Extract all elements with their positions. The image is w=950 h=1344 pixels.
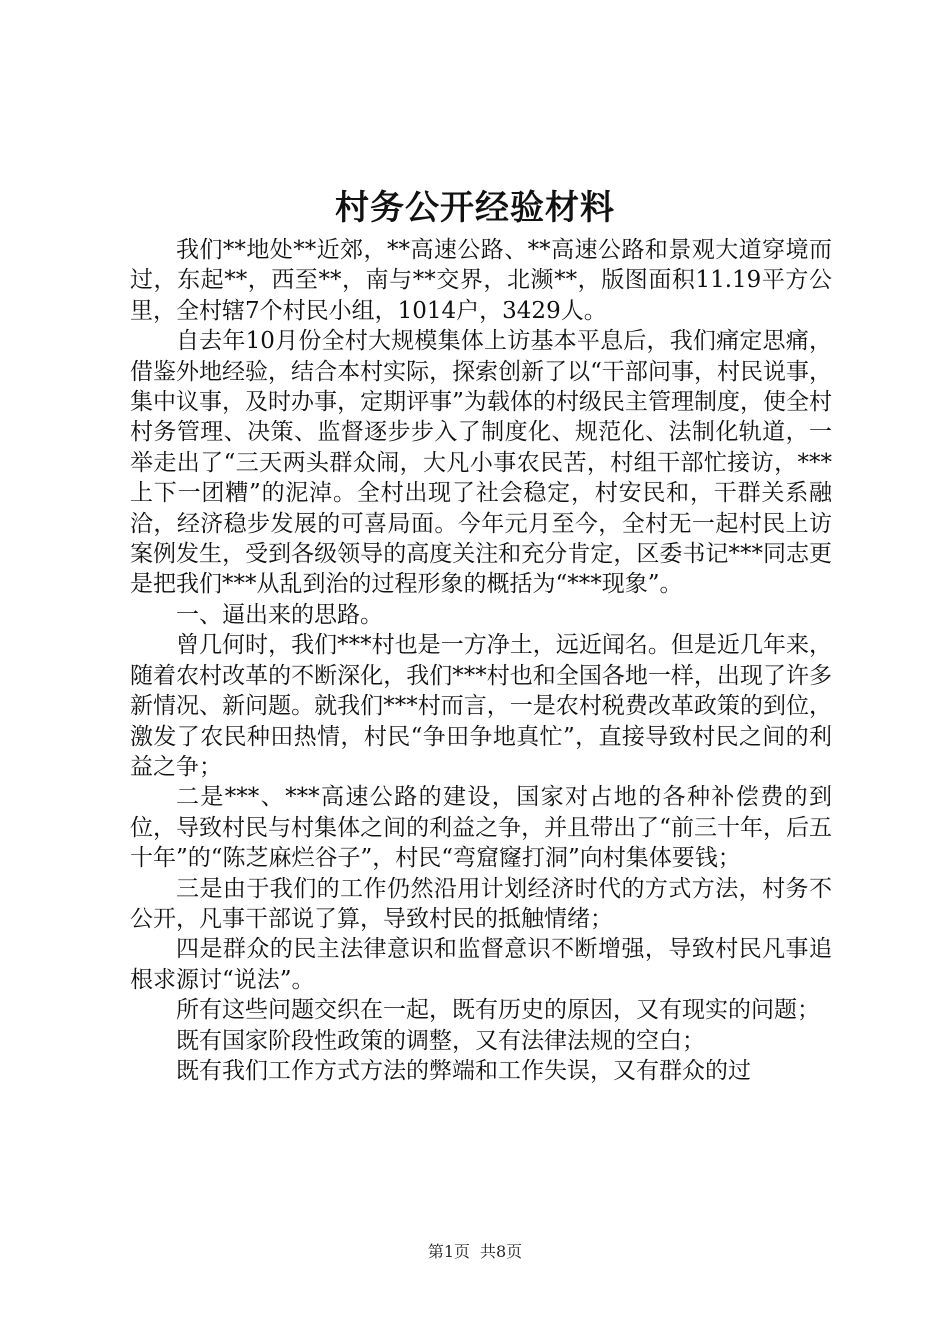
paragraph: 既有国家阶段性政策的调整，又有法律法规的空白； bbox=[176, 1027, 705, 1054]
page-total: 共8页 bbox=[480, 1242, 523, 1261]
document-body bbox=[130, 235, 832, 1086]
paragraph: 二是***、***高速公路的建设，国家对占地的各种补偿费的到位，导致村民与村集体之间的利益之争，并且带出了“前三十年，后五十年”的“陈芝麻烂谷子”，村民“弯窟窿打洞”向村集体要钱； bbox=[130, 784, 832, 872]
paragraph: 曾几何时，我们***村也是一方净土，远近闻名。但是近几年来，随着农村改革的不断深化，我们***村也和全国各地一样，出现了许多新情况、新问题。就我们***村而言，一是农村税费改革政策的到位，激发了农民种田热情，村民“争田争地真忙”，直接导致村民之间的利益之争； bbox=[130, 632, 832, 780]
page-number: 第1页 bbox=[427, 1242, 470, 1261]
paragraph: 四是群众的民主法律意识和监督意识不断增强，导致村民凡事追根求源讨“说法”。 bbox=[130, 936, 832, 993]
page-footer bbox=[0, 1240, 950, 1264]
paragraph: 既有我们工作方式方法的弊端和工作失误，又有群众的过 bbox=[176, 1057, 751, 1084]
paragraph: 我们**地处**近郊，**高速公路、**高速公路和景观大道穿境而过，东起**，西至**，南与**交界，北濒**，版图面积11.19平方公里，全村辖7个村民小组，1014户，3429人。 bbox=[130, 237, 832, 324]
paragraph: 自去年10月份全村大规模集体上访基本平息后，我们痛定思痛，借鉴外地经验，结合本村实际，探索创新了以“干部问事，村民说事，集中议事，及时办事，定期评事”为载体的村级民主管理制度，使全村村务管理、决策、监督逐步步入了制度化、规范化、法制化轨道，一举走出了“三天两头群众闹，大凡小事农民苦，村组干部忙接访，***上下一团糟”的泥淖。全村出现了社会稳定，村安民和，干群关系融洽，经济稳步发展的可喜局面。今年元月至今，全村无一起村民上访案例发生，受到各级领导的高度关注和充分肯定，区委书记***同志更是把我们***从乱到治的过程形象的概括为“***现象”。 bbox=[130, 328, 832, 598]
document-title: 村务公开经验材料 bbox=[335, 188, 615, 228]
section-heading: 一、逼出来的思路。 bbox=[176, 601, 383, 628]
paragraph: 三是由于我们的工作仍然沿用计划经济时代的方式方法，村务不公开，凡事干部说了算，导致村民的抵触情绪； bbox=[130, 875, 832, 932]
paragraph: 所有这些问题交织在一起，既有历史的原因，又有现实的问题； bbox=[176, 997, 820, 1024]
